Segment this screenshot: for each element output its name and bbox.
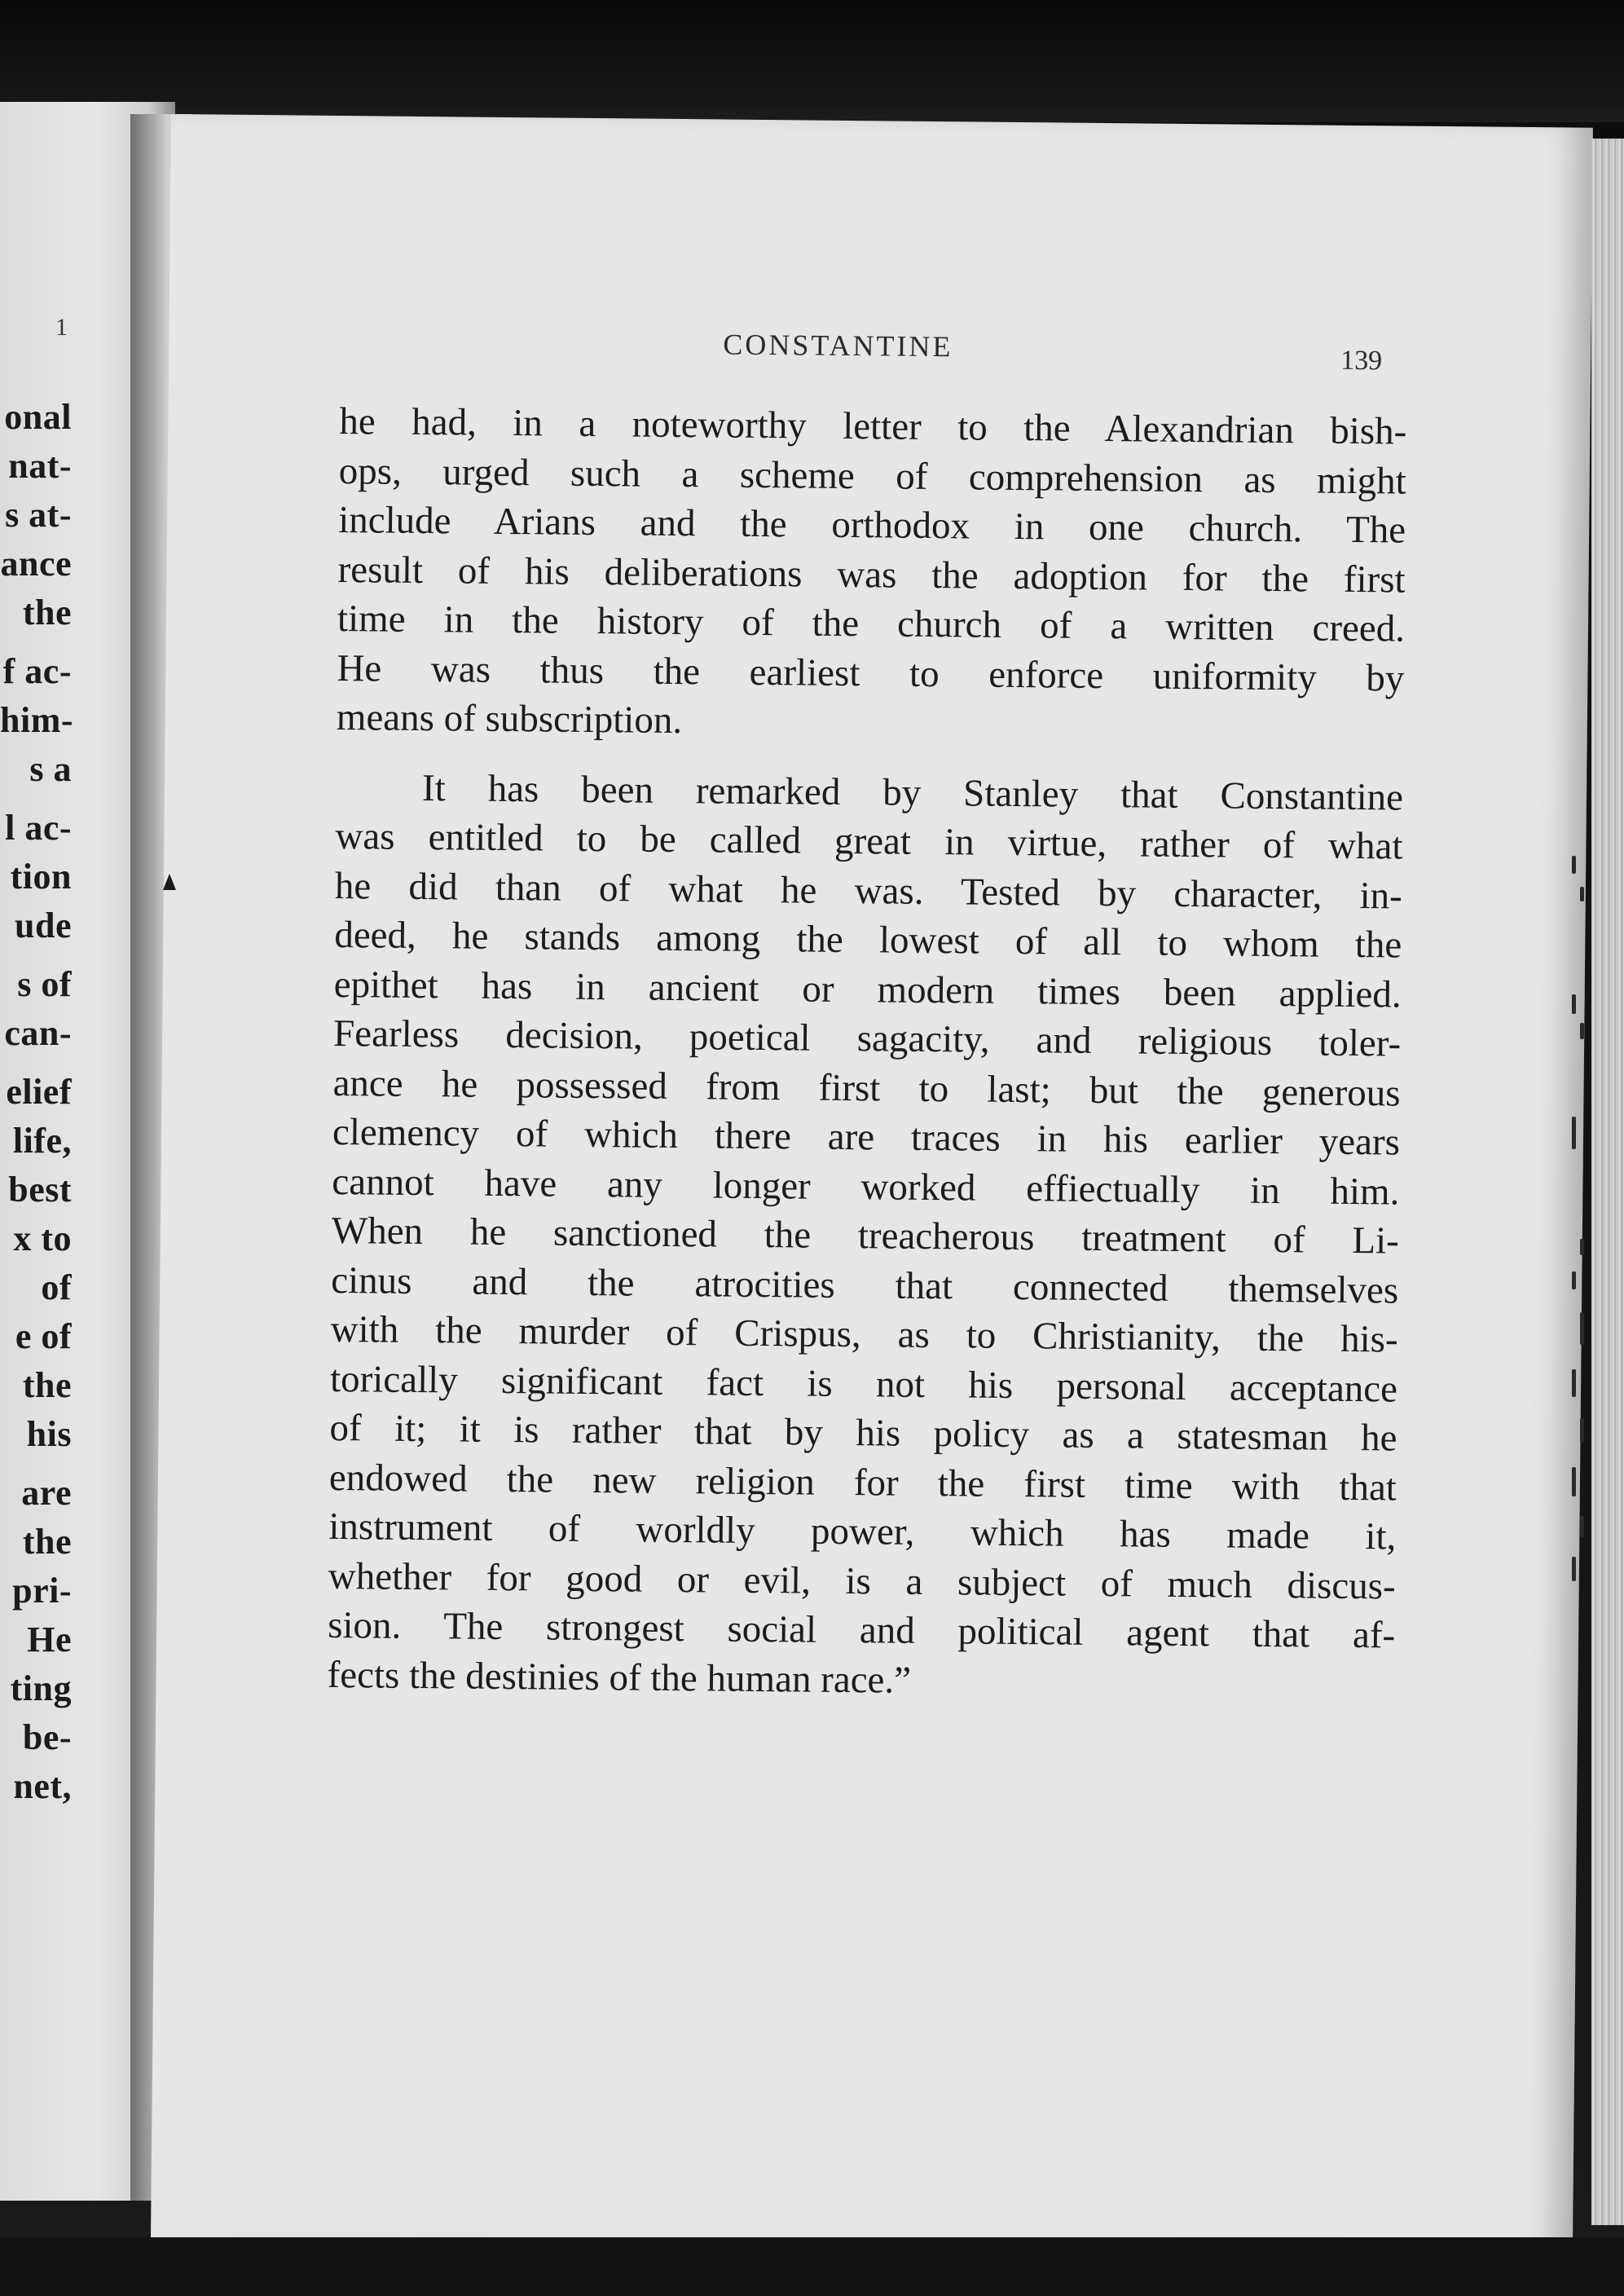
page-edge-stack xyxy=(1591,139,1624,2225)
paragraph xyxy=(337,397,1407,752)
text-line: ops, urged such a scheme of comprehension as might xyxy=(338,449,1406,503)
text-line: cannot have any longer worked effiectually in him. xyxy=(332,1160,1400,1214)
previous-page-line-fragment: best xyxy=(8,1170,72,1210)
previous-page-line-fragment: tion xyxy=(10,857,72,897)
previous-page-running-fragment: 1 xyxy=(55,314,68,341)
previous-page-line-fragment: life, xyxy=(12,1121,72,1161)
text-line: torically significant fact is not his personal acceptance xyxy=(329,1357,1398,1411)
body-text xyxy=(327,397,1406,1710)
page-number: 139 xyxy=(1340,345,1383,377)
margin-tick xyxy=(1580,1239,1584,1255)
previous-page-line-fragment: the xyxy=(22,593,72,632)
previous-page-line-fragment: ude xyxy=(15,906,72,945)
previous-page-line-fragment: his xyxy=(26,1414,72,1454)
scan-top-border xyxy=(0,0,1624,122)
previous-page-line-fragment: be- xyxy=(22,1717,72,1757)
text-line: deed, he stands among the lowest of all to whom the xyxy=(334,913,1402,967)
previous-page-line-fragment: the xyxy=(22,1365,72,1405)
text-line: include Arians and the orthodox in one church. The xyxy=(337,498,1406,552)
previous-page-line-fragment: are xyxy=(21,1473,72,1513)
text-line: It has been remarked by Stanley that Constantine xyxy=(421,766,1404,819)
paragraph xyxy=(327,762,1403,1709)
text-line: He was thus the earliest to enforce uniformity by xyxy=(337,646,1405,700)
text-line: with the murder of Crispus, as to Christianity, the his- xyxy=(330,1307,1398,1361)
margin-tick xyxy=(1572,856,1576,874)
text-line: instrument of worldly power, which has made it, xyxy=(328,1505,1397,1558)
scan-bottom-border xyxy=(0,2237,1624,2296)
previous-page-line-fragment: him- xyxy=(0,700,73,740)
previous-page-line-fragment: ance xyxy=(0,544,72,584)
margin-tick xyxy=(1580,887,1584,901)
margin-tick xyxy=(1572,1467,1576,1496)
previous-page-line-fragment: elief xyxy=(6,1072,72,1112)
previous-page-line-fragment: e of xyxy=(15,1316,72,1356)
margin-tick xyxy=(1572,1369,1576,1397)
margin-tick xyxy=(1572,1557,1576,1581)
previous-page-line-fragment: of xyxy=(41,1267,72,1307)
previous-page-line-fragment: pri- xyxy=(12,1571,72,1611)
text-line: of it; it is rather that by his policy as a statesman he xyxy=(329,1406,1397,1460)
text-line: time in the history of the church of a written creed. xyxy=(337,597,1406,650)
text-line: whether for good or evil, is a subject of much discus- xyxy=(328,1554,1396,1608)
text-line: he had, in a noteworthy letter to the Alexandrian bish- xyxy=(339,399,1407,453)
margin-tick xyxy=(1580,1418,1584,1443)
previous-page-line-fragment: s a xyxy=(29,749,72,789)
previous-page-line-fragment: onal xyxy=(4,397,72,437)
margin-tick xyxy=(1580,1312,1584,1345)
text-line: cinus and the atrocities that connected themselves xyxy=(331,1258,1399,1312)
previous-page-line-fragment: the xyxy=(22,1522,72,1562)
text-line: clemency of which there are traces in his earlier years xyxy=(332,1110,1401,1164)
margin-tick xyxy=(1580,1023,1584,1039)
margin-tick-marks xyxy=(1569,848,1593,1581)
previous-page-line-fragment: s of xyxy=(17,964,72,1004)
previous-page-line-fragment: can- xyxy=(4,1013,72,1053)
margin-tick xyxy=(1580,1516,1584,1537)
margin-tick xyxy=(1572,1271,1576,1289)
previous-page-line-fragment: net, xyxy=(13,1766,72,1806)
text-line: fects the destinies of the human race.” xyxy=(327,1653,912,1702)
text-line: Fearless decision, poetical sagacity, and religious toler- xyxy=(332,1011,1402,1065)
previous-page-line-fragment: x to xyxy=(13,1219,72,1258)
previous-page-line-fragment: f ac- xyxy=(2,651,72,691)
text-line: means of subscription. xyxy=(336,695,683,743)
text-line: sion. The strongest social and political agent that af- xyxy=(327,1603,1396,1657)
margin-mark-icon xyxy=(163,874,176,890)
current-page xyxy=(151,114,1593,2255)
running-head: CONSTANTINE xyxy=(723,328,953,364)
text-line: he did than of what he was. Tested by character, in- xyxy=(334,864,1403,918)
margin-tick xyxy=(1572,994,1576,1014)
text-line: endowed the new religion for the first time with that xyxy=(328,1456,1397,1509)
text-line: epithet has in ancient or modern times been applied. xyxy=(333,963,1402,1016)
previous-page-line-fragment: He xyxy=(27,1620,72,1659)
text-line: result of his deliberations was the adoption for the first xyxy=(337,548,1406,602)
text-line: When he sanctioned the treacherous treatment of Li- xyxy=(331,1209,1400,1263)
previous-page-line-fragment: l ac- xyxy=(5,808,72,848)
previous-page-line-fragment: s at- xyxy=(5,495,72,535)
margin-tick xyxy=(1572,1117,1576,1149)
text-line: ance he possessed from first to last; but the generous xyxy=(332,1061,1401,1115)
previous-page-line-fragment: ting xyxy=(10,1668,72,1708)
text-line: was entitled to be called great in virtue, rather of what xyxy=(335,814,1403,868)
previous-page-line-fragment: nat- xyxy=(8,446,72,486)
